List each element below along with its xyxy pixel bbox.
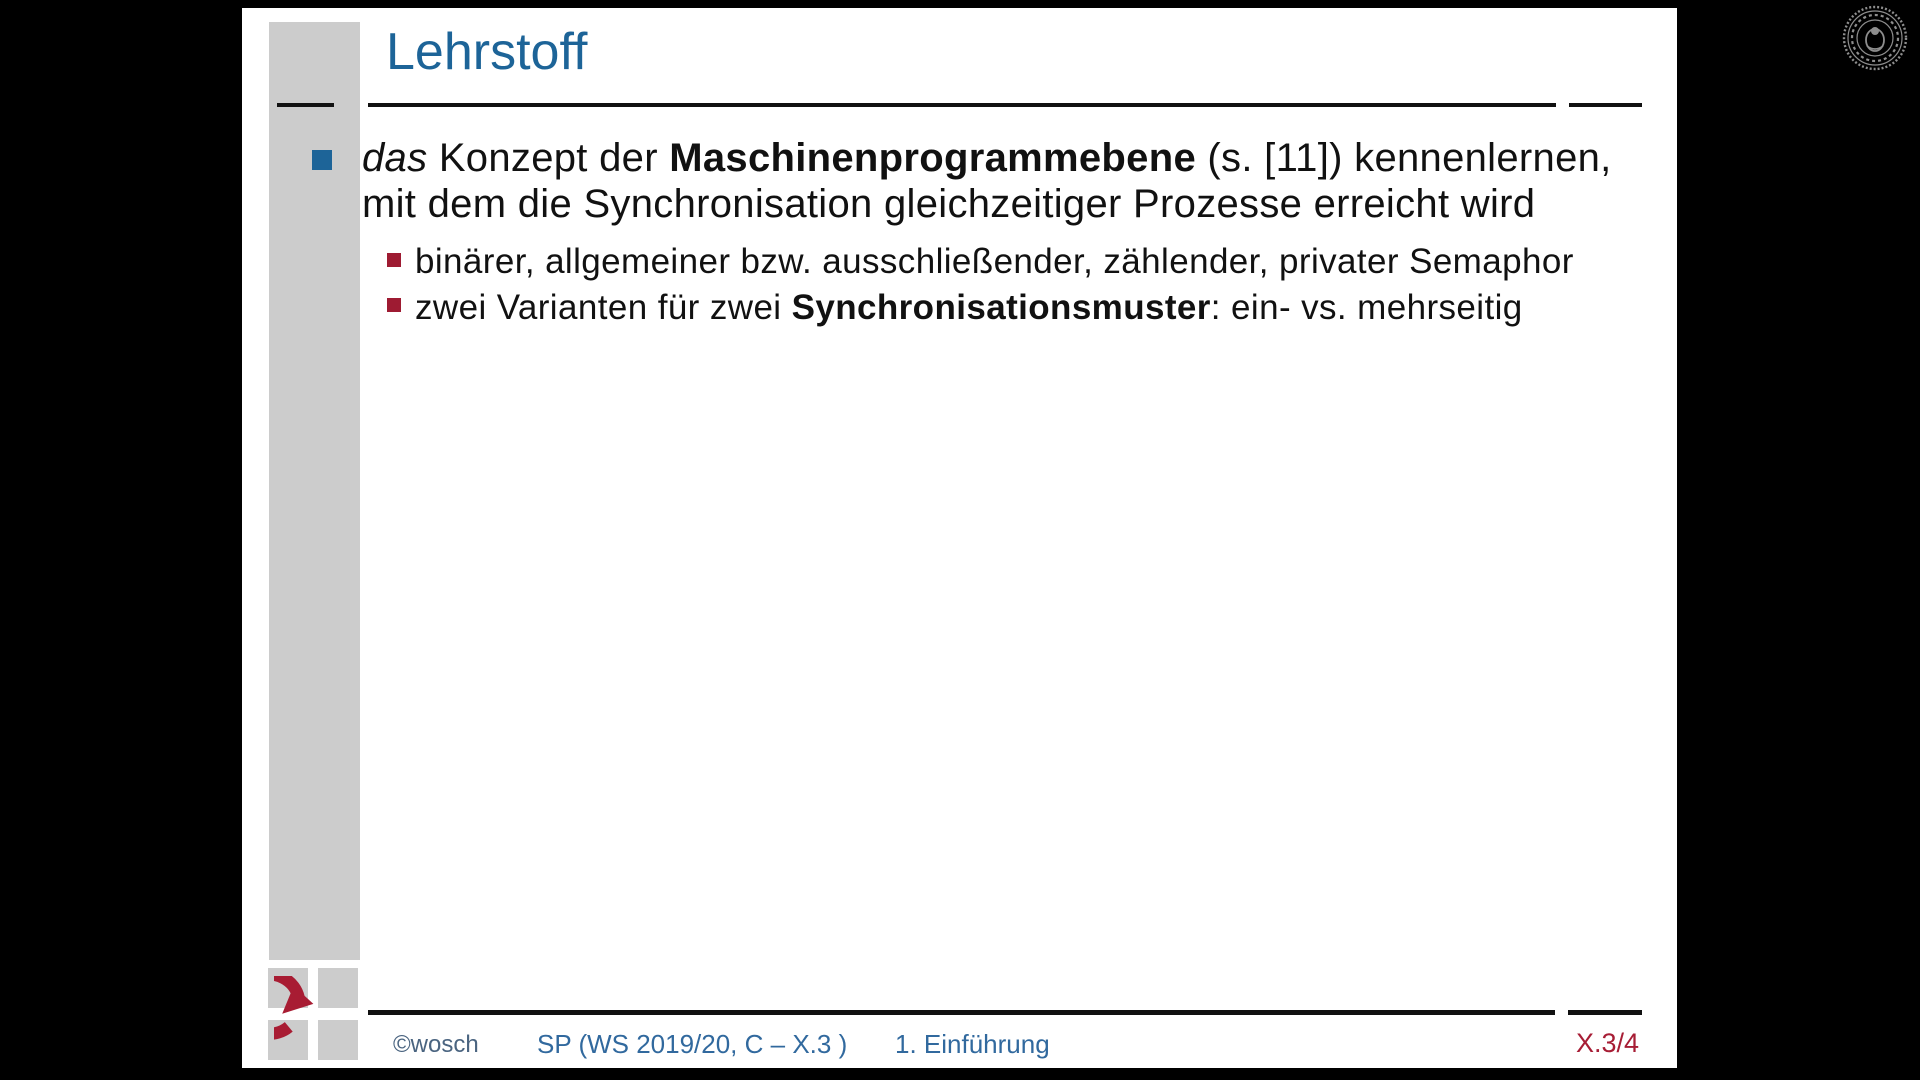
sub-bullet2-text xyxy=(415,290,1523,325)
title-rule-dash-left xyxy=(277,103,334,107)
university-seal-icon xyxy=(1841,4,1909,72)
sub-bullet1-text: binärer, allgemeiner bzw. ausschließender, zählender, privater Semaphor xyxy=(415,242,1574,281)
title-rule xyxy=(368,103,1556,107)
sub-bullet-square-icon xyxy=(387,298,401,312)
footer-copyright: ©wosch xyxy=(393,1031,479,1058)
sub-bullet-square-icon xyxy=(387,253,401,267)
footer-page-number: X.3/4 xyxy=(1575,1028,1639,1058)
sub2-text2: : ein- vs. mehrseitig xyxy=(1210,288,1523,327)
sub2-bold: Synchronisationsmuster xyxy=(791,288,1211,327)
slide-title: Lehrstoff xyxy=(386,23,588,81)
bullet1-bold: Maschinenprogrammebene xyxy=(669,136,1196,180)
title-rule-dash-right xyxy=(1569,103,1642,107)
slide xyxy=(242,8,1677,1068)
bullet1-italic: das xyxy=(362,136,428,180)
bullet1-text: Konzept der xyxy=(427,136,670,180)
restart-arrow-icon xyxy=(274,976,356,1058)
bullet1-text2: (s. [11]) kennenlernen, xyxy=(1196,136,1612,180)
bullet1-line1 xyxy=(362,138,1612,178)
footer-rule-dash-right xyxy=(1568,1010,1642,1015)
bullet-square-icon xyxy=(312,150,332,170)
sub2-text: zwei Varianten für zwei xyxy=(415,288,792,327)
footer-course-label: SP (WS 2019/20, C – X.3 ) xyxy=(537,1029,848,1059)
footer-section-label: 1. Einführung xyxy=(895,1029,1050,1059)
footer-rule xyxy=(368,1010,1555,1015)
bullet1-line2: mit dem die Synchronisation gleichzeitiger Prozesse erreicht wird xyxy=(362,182,1536,226)
